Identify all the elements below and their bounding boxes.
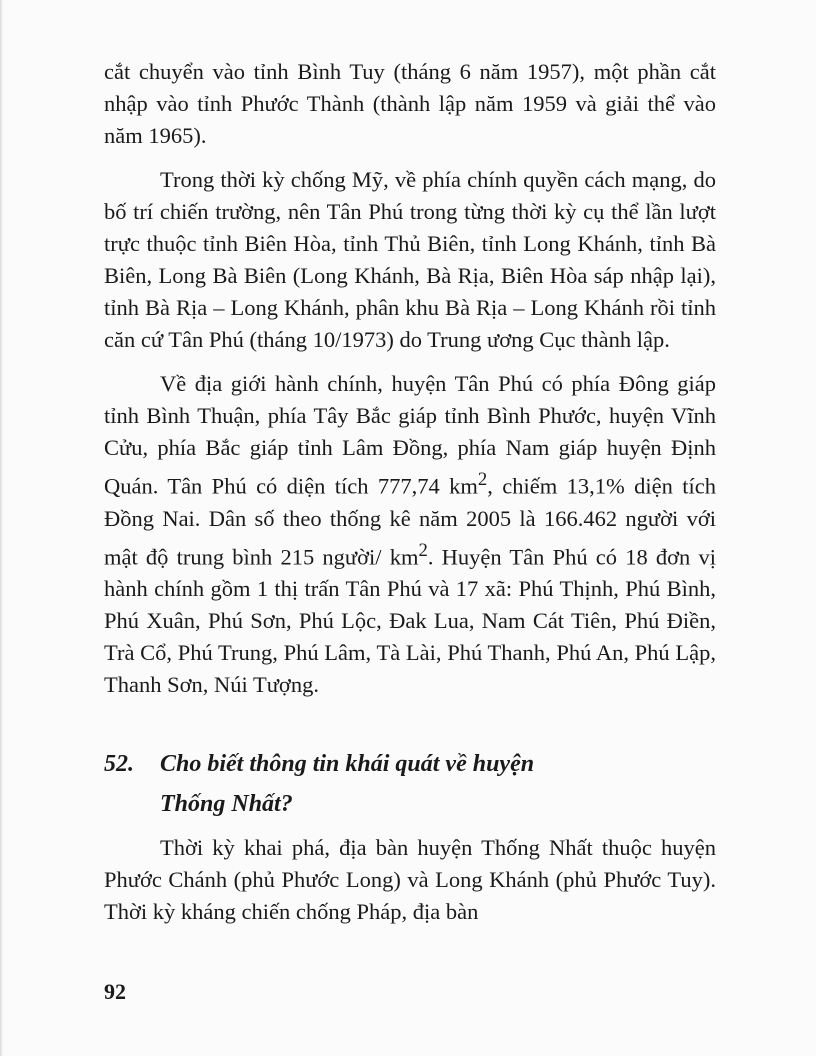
body-text-bottom [104, 832, 716, 928]
heading-line-1 [104, 744, 716, 784]
boundary-text-part3: . Huyện Tân Phú có 18 đơn vị hành chính gồm 1 thị trấn Tân Phú và 17 xã: Phú Thịnh, Phú Bình, Phú Xuân, Phú Sơn, Phú Lộc, Đak Lua, Nam Cát Tiên, Phú Điền, Trà Cổ, Phú Trung, Phú Lâm, Tà Lài, Phú Thanh, Phú An, Phú Lập, Thanh Sơn, Núi Tượng. [104, 544, 716, 697]
paragraph-administrative-boundary [104, 368, 716, 701]
question-number: 52. [104, 751, 134, 777]
scan-edge [0, 0, 3, 1056]
boundary-text-part2: , chiếm 13,1% diện tích Đồng Nai. Dân số theo thống kê năm 2005 là 166.462 người với mật độ trung bình 215 người/ km [104, 473, 716, 569]
question-heading [104, 744, 716, 824]
paragraph-thong-nhat: Thời kỳ khai phá, địa bàn huyện Thống Nhất thuộc huyện Phước Chánh (phủ Phước Long) và Long Khánh (phủ Phước Tuy). Thời kỳ kháng chiến chống Pháp, địa bàn [104, 835, 716, 924]
paragraph-resistance-period: Trong thời kỳ chống Mỹ, về phía chính quyền cách mạng, do bố trí chiến trường, nên Tân Phú trong từng thời kỳ cụ thể lần lượt trực thuộc tỉnh Biên Hòa, tỉnh Thủ Biên, tỉnh Long Khánh, tỉnh Bà Biên, Long Bà Biên (Long Khánh, Bà Rịa, Biên Hòa sáp nhập lại), tỉnh Bà Rịa – Long Khánh, phân khu Bà Rịa – Long Khánh rồi tỉnh căn cứ Tân Phú (tháng 10/1973) do Trung ương Cục thành lập. [104, 167, 716, 352]
superscript-2: 2 [418, 539, 428, 561]
heading-text-1: Cho biết thông tin khái quát về huyện [160, 751, 535, 777]
body-text-top [104, 56, 716, 701]
heading-line-2: Thống Nhất? [160, 791, 293, 817]
paragraph-continuation: cắt chuyển vào tỉnh Bình Tuy (tháng 6 năm 1957), một phần cắt nhập vào tỉnh Phước Thành (thành lập năm 1959 và giải thể vào năm 1965). [104, 59, 716, 148]
superscript-2: 2 [477, 469, 488, 490]
page-number: 92 [104, 979, 126, 1004]
boundary-text-part1: Về địa giới hành chính, huyện Tân Phú có phía Đông giáp tỉnh Bình Thuận, phía Tây Bắc giáp tỉnh Bình Phước, huyện Vĩnh Cửu, phía Bắc giáp tỉnh Lâm Đồng, phía Nam giáp huyện Định Quán. Tân Phú có diện tích 777,74 km [104, 371, 716, 499]
